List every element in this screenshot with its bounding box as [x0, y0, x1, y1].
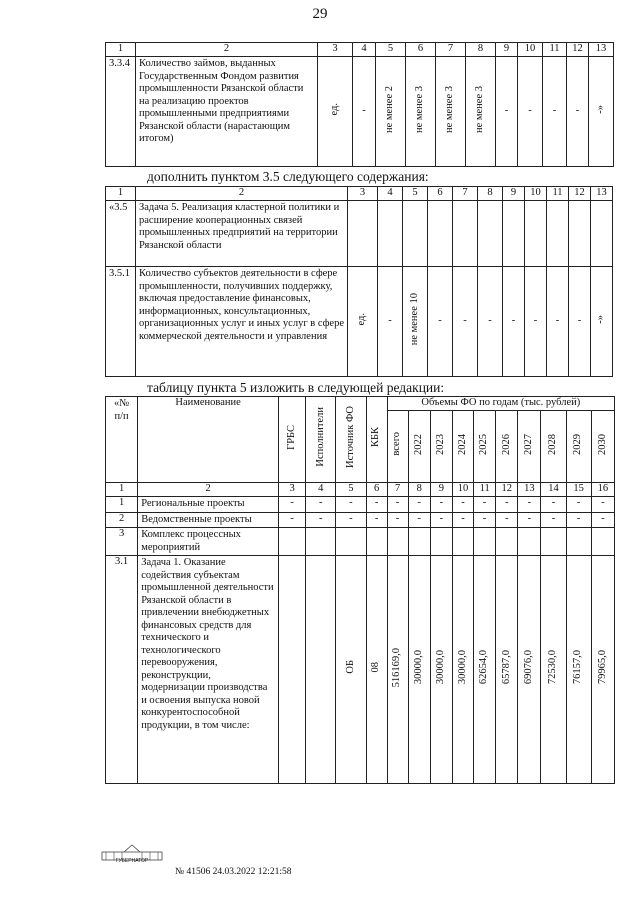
- value-cell: -: [378, 267, 403, 377]
- value-cell: -: [566, 497, 591, 513]
- government-stamp-icon: [100, 842, 164, 866]
- col-number: 12: [496, 483, 518, 497]
- value-cell: -: [336, 497, 366, 513]
- table3-header-row: [106, 397, 615, 411]
- value-cell: не менее 10: [408, 293, 420, 346]
- col-number: 13: [518, 483, 541, 497]
- row-name: Задача 5. Реализация кластерной политики и расширение кооперационных связей промышленных предприятий на территории Рязанской области: [136, 201, 348, 267]
- value-cell: -: [279, 497, 306, 513]
- header-year: 2022: [413, 433, 425, 455]
- page-number: 29: [312, 6, 328, 22]
- year-value-cell: 72530,0: [547, 650, 559, 685]
- unit-cell: ед.: [328, 103, 340, 116]
- col-number: 13: [591, 187, 613, 201]
- table-row: [106, 497, 615, 513]
- col-number: 15: [566, 483, 591, 497]
- value-cell: -: [547, 267, 569, 377]
- col-number: 12: [569, 187, 591, 201]
- col-number: 10: [525, 187, 547, 201]
- year-value-cell: 65787,0: [500, 650, 512, 685]
- row-number: 3.5.1: [106, 267, 136, 377]
- source-cell: ОБ: [344, 660, 356, 675]
- value-cell: -: [591, 512, 614, 528]
- header-total: всего: [391, 432, 403, 457]
- col-number: 5: [336, 483, 366, 497]
- stamp-text: ГУБЕРНАТОР: [115, 858, 149, 864]
- col-number: 9: [496, 43, 518, 57]
- table3-colnum-row: [106, 483, 615, 497]
- value-cell: -: [474, 512, 496, 528]
- col-number: 2: [138, 483, 279, 497]
- col-number: 7: [453, 187, 478, 201]
- header-kbk: КБК: [370, 427, 382, 448]
- header-name: Наименование: [138, 397, 279, 483]
- value-cell: не менее 3: [444, 85, 456, 133]
- value-cell: -: [430, 497, 452, 513]
- table-new-item-3-5: [105, 186, 613, 377]
- value-cell: -: [541, 512, 566, 528]
- value-cell: -: [566, 512, 591, 528]
- col-number: 8: [466, 43, 496, 57]
- col-number: 4: [306, 483, 336, 497]
- value-cell: -: [353, 57, 376, 167]
- header-year: 2027: [523, 433, 535, 455]
- year-value-cell: 62654,0: [478, 650, 490, 685]
- col-number: 6: [406, 43, 436, 57]
- year-value-cell: 69076,0: [523, 650, 535, 685]
- value-cell: -: [336, 512, 366, 528]
- value-cell: -: [503, 267, 525, 377]
- col-number: 5: [403, 187, 428, 201]
- row-number: 2: [106, 512, 138, 528]
- row-number: 3.3.4: [106, 57, 136, 167]
- value-cell: -: [567, 57, 589, 167]
- row-number: 3.1: [106, 556, 138, 784]
- value-cell: не менее 3: [474, 85, 486, 133]
- value-cell: -: [591, 497, 614, 513]
- col-number: 1: [106, 187, 136, 201]
- value-cell: -: [430, 512, 452, 528]
- col-number: 5: [376, 43, 406, 57]
- col-number: 3: [279, 483, 306, 497]
- col-number: 8: [478, 187, 503, 201]
- col-number: 10: [452, 483, 473, 497]
- col-number: 11: [547, 187, 569, 201]
- row-name: Региональные проекты: [138, 497, 279, 513]
- row-number: «3.5: [106, 201, 136, 267]
- value-cell: -: [452, 512, 473, 528]
- value-cell: -: [366, 497, 387, 513]
- row-name: Задача 1. Оказание содействия субъектам промышленной деятельности Рязанской области в привлечении внебюджетных финансовых средств для технического и технологического перевооружения, реконструкции, модернизации производства и освоения выпуска новой конкурентоспособной продукции, в том числе:: [138, 556, 279, 784]
- col-number: 7: [387, 483, 408, 497]
- value-cell: -: [306, 497, 336, 513]
- table-row: [106, 512, 615, 528]
- header-executors: Исполнители: [314, 407, 326, 468]
- col-number: 9: [430, 483, 452, 497]
- unit-cell: ед.: [356, 313, 368, 326]
- col-number: 8: [408, 483, 430, 497]
- row-name: Количество субъектов деятельности в сфере промышленности, получивших поддержку, включая предоставление финансовых, информационных, консультационных, организационных услуг и иных услуг в сфере коммерческой деятельности и управления: [136, 267, 348, 377]
- header-volumes: Объемы ФО по годам (тыс. рублей): [387, 397, 614, 411]
- value-cell: -: [408, 512, 430, 528]
- col-number: 3: [348, 187, 378, 201]
- table-row: [106, 57, 614, 167]
- col-number: 10: [518, 43, 543, 57]
- col-number: 11: [543, 43, 567, 57]
- value-cell: -: [541, 497, 566, 513]
- value-cell: -: [279, 512, 306, 528]
- year-value-cell: 79965,0: [596, 650, 608, 685]
- table2-header-row: [106, 187, 613, 201]
- caption-table-5: таблицу пункта 5 изложить в следующей редакции:: [147, 380, 445, 395]
- year-value-cell: 30000,0: [456, 650, 468, 685]
- col-number: 9: [503, 187, 525, 201]
- header-number: «№ п/п: [106, 397, 138, 483]
- value-cell: -»: [595, 314, 607, 324]
- col-number: 16: [591, 483, 614, 497]
- header-year: 2025: [478, 433, 490, 455]
- value-cell: -: [452, 497, 473, 513]
- col-number: 14: [541, 483, 566, 497]
- header-year: 2029: [572, 433, 584, 455]
- value-cell: -: [496, 57, 518, 167]
- row-name: Количество займов, выданных Государственным Фондом развития промышленности Рязанской области на реализацию проектов промышленными предприятиями Рязанской области (нарастающим итогом): [136, 57, 318, 167]
- year-value-cell: 30000,0: [413, 650, 425, 685]
- year-value-cell: 76157,0: [572, 650, 584, 685]
- kbk-cell: 08: [370, 662, 382, 673]
- col-number: 13: [589, 43, 614, 57]
- value-cell: не менее 3: [414, 85, 426, 133]
- col-number: 1: [106, 43, 136, 57]
- row-name: Комплекс процессных мероприятий: [138, 528, 279, 556]
- table-row: [106, 528, 615, 556]
- header-year: 2028: [547, 433, 559, 455]
- header-grbs: ГРБС: [285, 424, 297, 450]
- value-cell: -: [453, 267, 478, 377]
- total-cell: 516169,0: [391, 647, 403, 687]
- value-cell: -: [306, 512, 336, 528]
- table-row: [106, 267, 613, 377]
- value-cell: -: [518, 497, 541, 513]
- table-financing: [105, 396, 615, 784]
- header-source: Источник ФО: [344, 406, 356, 469]
- table1-header-row: [106, 43, 614, 57]
- col-number: 4: [353, 43, 376, 57]
- value-cell: -: [569, 267, 591, 377]
- value-cell: -: [428, 267, 453, 377]
- value-cell: -: [525, 267, 547, 377]
- header-year: 2026: [500, 433, 512, 455]
- col-number: 1: [106, 483, 138, 497]
- value-cell: -: [543, 57, 567, 167]
- row-number: 3: [106, 528, 138, 556]
- value-cell: -: [518, 512, 541, 528]
- header-year: 2030: [596, 433, 608, 455]
- table-indicators-continued: [105, 42, 614, 167]
- value-cell: -: [366, 512, 387, 528]
- row-name: Ведомственные проекты: [138, 512, 279, 528]
- col-number: 4: [378, 187, 403, 201]
- value-cell: -: [496, 497, 518, 513]
- value-cell: -: [518, 57, 543, 167]
- table-row: [106, 556, 615, 784]
- document-registration-mark: № 41506 24.03.2022 12:21:58: [175, 867, 292, 877]
- col-number: 12: [567, 43, 589, 57]
- header-year: 2023: [435, 433, 447, 455]
- row-number: 1: [106, 497, 138, 513]
- table-row: [106, 201, 613, 267]
- caption-add-item: дополнить пунктом 3.5 следующего содержания:: [147, 169, 429, 184]
- value-cell: -: [408, 497, 430, 513]
- value-cell: -: [478, 267, 503, 377]
- value-cell: не менее 2: [384, 85, 396, 133]
- col-number: 7: [436, 43, 466, 57]
- value-cell: -: [474, 497, 496, 513]
- value-cell: -: [387, 512, 408, 528]
- header-year: 2024: [456, 433, 468, 455]
- value-cell: -: [496, 512, 518, 528]
- col-number: 2: [136, 187, 348, 201]
- value-cell: -: [387, 497, 408, 513]
- col-number: 3: [318, 43, 353, 57]
- col-number: 2: [136, 43, 318, 57]
- col-number: 6: [428, 187, 453, 201]
- col-number: 6: [366, 483, 387, 497]
- value-cell: -»: [594, 104, 606, 114]
- col-number: 11: [474, 483, 496, 497]
- year-value-cell: 30000,0: [435, 650, 447, 685]
